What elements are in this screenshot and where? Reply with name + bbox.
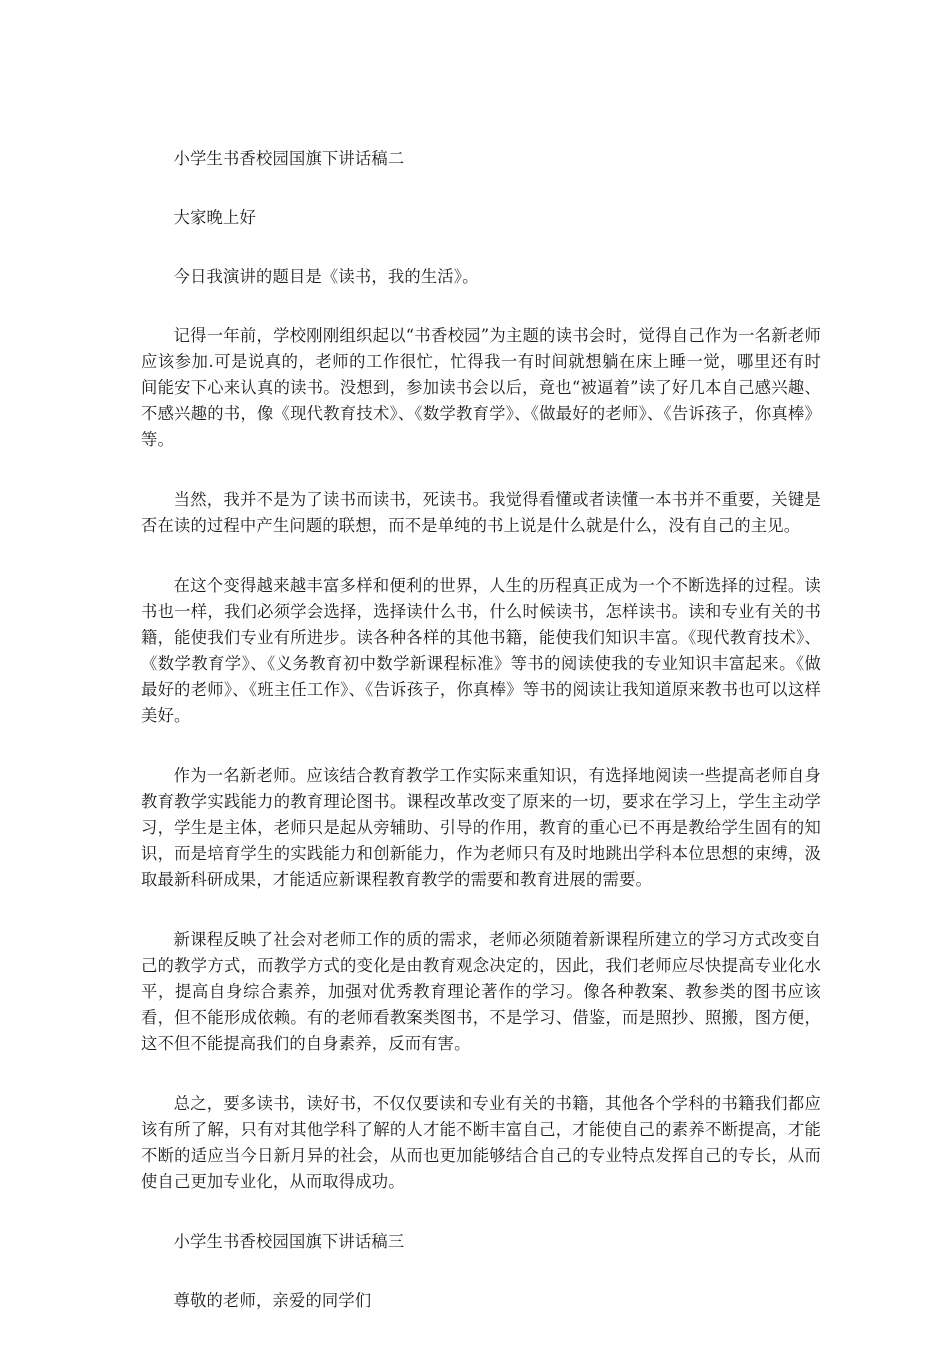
document-page — [141, 146, 821, 1347]
body-paragraph: 在这个变得越来越丰富多样和便利的世界，人生的历程真正成为一个不断选择的过程。读书也一样，我们必须学会选择，选择读什么书，什么时候读书，怎样读书。读和专业有关的书籍，能使我们专业有所进步。读各种各样的其他书籍，能使我们知识丰富。《现代教育技术》、《数学教育学》、《义务教育初中数学新课程标准》等书的阅读使我的专业知识丰富起来。《做最好的老师》、《班主任工作》、《告诉孩子，你真棒》等书的阅读让我知道原来教书也可以这样美好。 — [141, 576, 821, 725]
greeting: 大家晚上好 — [173, 208, 257, 227]
body-paragraph: 新课程反映了社会对老师工作的质的需求，老师必须随着新课程所建立的学习方式改变自己的教学方式，而教学方式的变化是由教育观念决定的，因此，我们老师应尽快提高专业化水平，提高自身综合素养，加强对优秀教育理论著作的学习。像各种教案、教参类的图书应该看，但不能形成依赖。有的老师看教案类图书，不是学习、借鉴，而是照抄、照搬，图方便，这不但不能提高我们的自身素养，反而有害。 — [141, 930, 821, 1053]
body-paragraph: 当然，我并不是为了读书而读书，死读书。我觉得看懂或者读懂一本书并不重要，关键是否在读的过程中产生问题的联想，而不是单纯的书上说是什么就是什么，没有自己的主见。 — [141, 490, 821, 535]
speech-title-three: 小学生书香校园国旗下讲话稿三 — [173, 1232, 405, 1251]
speech-topic: 今日我演讲的题目是《读书，我的生活》。 — [173, 267, 479, 286]
body-paragraph: 记得一年前，学校刚刚组织起以“书香校园”为主题的读书会时，觉得自己作为一名新老师应该参加.可是说真的，老师的工作很忙，忙得我一有时间就想躺在床上睡一觉，哪里还有时间能安下心来认真的读书。没想到，参加读书会以后，竟也“被逼着”读了好几本自己感兴趣、不感兴趣的书，像《现代教育技术》、《数学教育学》、《做最好的老师》、《告诉孩子，你真棒》等。 — [141, 326, 821, 449]
speech-title-two: 小学生书香校园国旗下讲话稿二 — [173, 149, 405, 168]
salutation: 尊敬的老师，亲爱的同学们 — [173, 1291, 372, 1310]
body-paragraph: 总之，要多读书，读好书，不仅仅要读和专业有关的书籍，其他各个学科的书籍我们都应该有所了解，只有对其他学科了解的人才能不断丰富自己，才能使自己的素养不断提高，才能不断的适应当今日新月异的社会，从而也更加能够结合自己的专业特点发挥自己的专长，从而使自己更加专业化，从而取得成功。 — [141, 1094, 821, 1191]
body-paragraph: 作为一名新老师。应该结合教育教学工作实际来重知识，有选择地阅读一些提高老师自身教育教学实践能力的教育理论图书。课程改革改变了原来的一切，要求在学习上，学生主动学习，学生是主体，老师只是起从旁辅助、引导的作用，教育的重心已不再是教给学生固有的知识，而是培育学生的实践能力和创新能力，作为老师只有及时地跳出学科本位思想的束缚，汲取最新科研成果，才能适应新课程教育教学的需要和教育进展的需要。 — [141, 766, 821, 889]
